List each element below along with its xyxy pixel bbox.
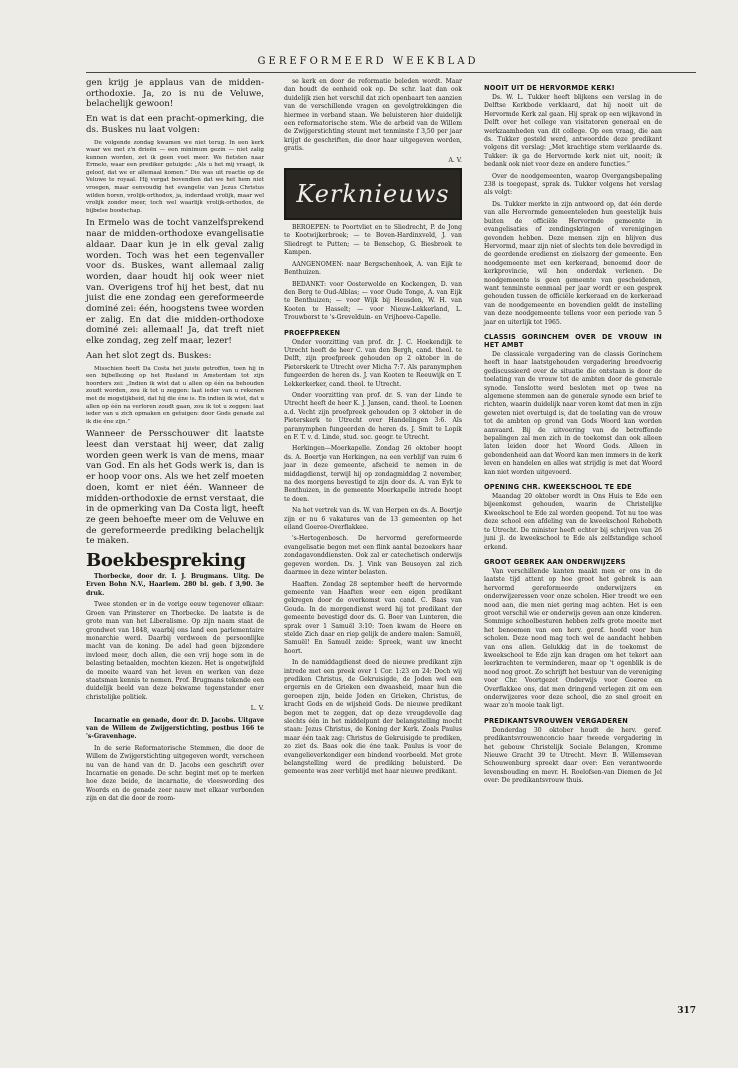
signature: L. V. [250, 705, 264, 713]
big-text-block [86, 429, 264, 547]
paragraph: In Ermelo was de tocht vanzelfsprekend naar de midden-orthodoxe evangelisatie aldaar. Daar kun je in elk geval zalig worden. Toch was het een tegenvaller voor ds. Buskes, want allemaal zalig worden, daar houdt hij ook weer niet van. Overigens trof hij het best, dat nu juist die ene zondag een gereformeerde dominé zei: één, hoogstens twee worden er zalig. En dat die midden-orthodoxe dominé zei: allemaal! Ja, dat treft niet elke zondag, zeg zelf maar, lezer! [86, 218, 264, 347]
paragraph: BEDANKT: voor Oosterwolde en Kockengen, D. van den Berg te Oud-Alblas; — voor Oude Tonge, A. van Eijk te Benthuizen; — voor Wijk bij Heusden, W. H. van Kooten te Hasselt; — voor Nieuw-Lekkerland, L. Trouwborst te 's-Grevelduin- en Vrijhoeve-Capelle. [284, 280, 462, 322]
paragraph: Over de noodgemeenten, waarop Overgangsbepaling 238 is toegepast, sprak ds. Tukker volgens het verslag als volgt: [484, 172, 662, 197]
paragraph: se kerk en door de reformatie beleden wordt. Maar dan houdt de eenheid ook op. De schr. laat dan ook duidelijk zien het verschil dat zich openbaart ten aanzien van de verschillende vragen en gevolgtrekkingen die hiermee in verband staan. We beluisteren hier duidelijk een reformatorische stem. Wie de arbeid van de Willem de Zwijgerstichting steunt met tenminste f 3,50 per jaar krijgt de geschriften, die door haar uitgegeven worden, gratis. [284, 78, 462, 153]
paragraph: Ds. Tukker merkte in zijn antwoord op, dat één derde van alle Hervormde gemeenteleden hun geestelijk huis buiten de officiële Hervormde gemeente in evangelisaties of zendingskringen of verenigingen gevonden hebben. Deze mensen zijn en blijven dus Hervormd, maar zijn niet of slechts ten dele bevredigd in de geordende eredienst en zielszorg der gemeente. Een noodgemeente met een kerkeraad, benoemd door de kerkprovincie, wil hen onderdak verlenen. De noodgemeente is geen gemeente van gescheidenen, want tenminste eenmaal per jaar wordt er een gesprek gehouden tussen de officiële kerkeraad en de kerkeraad van de noodgemeente en bovendien geldt de instelling van deze noodgemeente tellens voor een periode van 5 jaar en uiterlijk tot 1965. [484, 200, 662, 326]
paragraph: 's-Hertogenbosch. De hervormd gereformeerde evangelisatie begon met een flink aantal bezoekers haar zondagavonddiensten. Ook zal er catechetisch onderwijs gegeven worden. Ds. J. Vink van Beusoyen zal zich daarmee in deze winter belasten. [284, 535, 462, 577]
kerknieuws-banner: Kerknieuws [284, 168, 462, 220]
column-2 [284, 78, 462, 780]
paragraph: Donderdag 30 oktober houdt de herv. geref. predikantsvrouwenconcio haar tweede vergadering in het gebouw Christelijk Sociale Belangen, Kromme Nieuwe Gracht 39 te Utrecht. Mevr. B. Willemsevan Schouwenburg spreekt daar over: Een verantwoorde levensbouding en mevr. H. Roelofsen-van Diemen de Jel over: De predikantsvrouw thuis. [484, 726, 662, 785]
book-title: Thorbecke, door dr. I. J. Brugmans. Uitg. De Erven Bohn N.V., Haarlem. 280 bl. geb. f 3,90. 3e druk. [86, 573, 264, 597]
section-heading: PROEFPREKEN [284, 328, 341, 337]
page-number: 317 [677, 1006, 696, 1016]
paragraph: Maandag 20 oktober wordt in Ons Huis te Ede een bijeenkomst gehouden, waarin de Christelijke Kweekschool te Ede zal worden geopend. Tot nu toe was deze school een afdeling van de kweekschool Rehoboth te Utrecht. De minister heeft echter bij schrijven van 26 juni jl. de kweekschool te Ede als zelfstandige school erkend. [484, 493, 662, 551]
column-1 [86, 78, 264, 807]
paragraph: BEROEPEN: te Poortvliet en te Sliedrecht, P. de Jong te Kootwijkerbroek; — te Boven-Hardinxveld, J. van Sliedregt te Putten; — te Benschop, G. Biesbroek te Kampen. [284, 224, 462, 257]
book-title: Incarnatie en genade, door dr. D. Jacobs. Uitgave van de Willem de Zwijgerstichting, postbus 166 te 's-Gravenhage. [86, 716, 264, 741]
header-rule [86, 72, 696, 73]
section-heading-boekbespreking: Boekbespreking [86, 550, 246, 572]
paragraph: In de serie Reformatorische Stemmen, die door de Willem de Zwijgerstichting uitgegeven wordt, verscheen nu van de hand van dr. D. Jacobs een geschrift over Incarnatie en genade. De schr. begint met op te merken hoe deze beide, de incarnatie, de vleeswording des Woords en de genade zeer nauw met elkaar verbonden zijn en dat die door de room- [86, 744, 264, 803]
paragraph: AANGENOMEN: naar Bergschenhoek, A. van Eijk te Benthuizen. [284, 260, 462, 277]
signature: A. V. [448, 156, 462, 164]
paragraph: Onder voorzitting van prof. dr. S. van der Linde te Utrecht heeft de heer K. J. Jansen, cand. theol. te Loenen a.d. Vecht zijn proefpreek gehouden op 3 oktober in de Pieterskerk te Utrecht over Handelingen 3:6. Als paranymphen fungeerden de heren ds. J. Smit te Lopik en F. T. v. d. Linde, stud. soc. geogr. te Utrecht. [284, 391, 462, 441]
paragraph: De classicale vergadering van de classis Gorinchem heeft in haar laatstgehouden vergadering breedvoerig gediscussieerd over de situatie die ontstaan is door de toelating van de vrouw tot de ambten door de generale synode. Tenslotte werd besloten met op twee na algemene stemmen aan de generale synode een brief te richten, waarin duidelijk naar voren komt dat men in zijn geweten niet overtuigd is, dat de toelating van de vrouw tot de ambten op grond van Gods Woord kan worden aanvaard. Bij de uitvoering van de betreffende bepalingen zal men zich in de toekomst dan ook alleen laten leiden door het Woord Gods. Alleen in gebondenheid aan dat Woord kan men immers in de kerk leven en handelen en alles wat strijdig is met dat Woord kan niet worden uitgevoerd. [484, 350, 662, 476]
column-3 [484, 78, 662, 789]
section-heading: CLASSIS GORINCHEM OVER DE VROUW IN HET AMBT [484, 332, 662, 349]
paragraph: Twee stonden er in de vorige eeuw tegenover elkaar: Groen van Prinsterer en Thorbecke. De laatste is de grote man van het Liberalisme. Op zijn naam staat de grondwet van 1848, waarbij ons land een parlementaire monarchie werd. Daarbij verdween de persoonlijke macht van de koning. De adel had geen bijzondere invloed meer, doch allen, die een vrij hoge som in de belasting betaalden, mochten kiezen. Het is ongetwijfeld de moeite waard van het leven en werken van deze staatsman kennis te nemen. Prof. Brugmans tekende een duidelijk beeld van deze bekwame tegenstander ener christelijke politiek. [86, 601, 264, 701]
running-header: GEREFORMEERD WEEKBLAD [257, 56, 479, 67]
paragraph: Van verschillende kanten maakt men er ons in de laatste tijd attent op hoe groot het gebrek is aan hervormd gereformeerde onderwijzers en onderwijzeressen voor onze scholen. Hier treedt we een nood aan, die men niet gering mag achten. Het is een groot verschil wie er onderwijs geven aan onze kinderen. Sommige schoolbesturen hebben zelfs grote moeite met het benoemen van een herv. geref. hoofd voor hun scholen. Deze nood mag toch wel de aandacht hebben van ons allen. Gelukkig dat in de toekomst de kweekschool te Ede zijn kan dragen om het tekort aan leerkrachten te verminderen, maar op 't ogenblik is de nood nog groot. Zo schrijft het bestuur van de vereniging voor Chr. Voortgezet Onderwijs voor Goeree en Overflakkee ons, dat men dringend verlegen zit om een onderwijzeres voor deze school, die zo snel groeit en waar zo'n mooie taak ligt. [484, 567, 662, 710]
quote: Misschien heeft Da Costa het juiste getroffen, toen hij in een bijbellezing op het Rusland in Amsterdam tot zijn hoorders zei: „Indien ik wist dat u allen op één na behouden zoudt worden, zou ik tot u zeggen: laat ieder van u rekenen met de mogelijkheid, dat hij die éne is. En indien ik wist, dat u allen op één na verloren zoudt gaan, zou ik tot u zeggen: laat ieder van u zich opmaken en getuigen: door Gods genade zal ik die éne zijn.” [86, 365, 264, 425]
paragraph: Aan het slot zegt ds. Buskes: [86, 350, 212, 361]
section-heading: OPENING CHR. KWEEKSCHOOL TE EDE [484, 483, 632, 492]
paragraph: gen krijg je applaus van de midden-orthodoxie. Ja, zo is nu de Veluwe, belachelijk gewoon! [86, 78, 264, 110]
quote: De volgende zondag kwamen we niet terug. In een kerk waar we met z'n drieën — een minimum gezin — niet zalig kunnen worden, zet ik geen voet meer. We fietsten naar Ermelo, waar een prediker getuigde: „Als u het mij vraagt, ik geloof, dat we er allemaal komen.” Die was uit reactie op de Veluwe te royaal. Hij vergat bovendien dat we het hem niet vroegen, maar eenvoudig het evangelie van Jezus Christus wilden horen, vrolijk-orthodox, ja, inderdaad vrolijk, maar wel vrolijk zonder meer, toch wel waarlijk vrolijk-orthodox, de bijbelse boodschap. [86, 139, 264, 214]
paragraph: Onder voorzitting van prof. dr. J. C. Hoekendijk te Utrecht heeft de heer C. van den Bergh, cand. theol. te Delft, zijn proefpreek gehouden op 2 oktober in de Pieterskerk te Utrecht over Micha 7:7. Als paranymphen fungeerden de heren ds. J. van Kooten te Reeuwijk en T. Lekkerkerker, cand. theol. te Utrecht. [284, 338, 462, 388]
paragraph: En wat is dat een pracht-opmerking, die ds. Buskes nu laat volgen: [86, 114, 264, 135]
paragraph: Ds. W. L. Tukker heeft blijkens een verslag in de Delftse Kerkbode verklaard, dat hij nooit uit de Hervormde Kerk zal gaan. Hij sprak op een wijkavond in Delft over het college van visitatoren generaal en de werkzaamheden van dit college. Op een vraag, die aan ds. Tukker gesteld werd, antwoordde deze predikant volgens dit verslag: „Met krachtige stem verklaarde ds. Tukker: ik ga de Hervormde kerk niet uit, nooit; ik bedank ook niet voor deze en andere functies.” [484, 94, 662, 169]
section-heading: PREDIKANTSVROUWEN VERGADEREN [484, 716, 628, 725]
section-heading: GROOT GEBREK AAN ONDERWIJZERS [484, 557, 626, 566]
big-text-block [86, 218, 264, 361]
paragraph: Na het vertrek van ds. W. van Herpen en ds. A. Boertje zijn er nu 6 vakatures van de 13 gemeenten op het eiland Goeree-Overflakkee. [284, 507, 462, 532]
paragraph: Herkingen—Moerkapelle. Zondag 26 oktober hoopt ds. A. Boertje van Herkingen, na een verblijf van ruim 6 jaar in deze gemeente, afscheid te nemen in de middagdienst, terwijl hij op zondagmiddag 2 november, na des morgens bevestigd te zijn door ds. A. van Eyk te Benthuizen, in de gemeente Moerkapelle intrede hoopt te doen. [284, 445, 462, 503]
big-text-block [86, 78, 264, 136]
paragraph: In de namiddagdienst deed de nieuwe predikant zijn intrede met een preek over 1 Cor. 1:23 en 24: Doch wij prediken Christus, de Gekruisigde, de Joden wel een ergernis en de Grieken een dwaasheid, maar hun die geroepen zijn, beide Joden en Grieken, Christus, de kracht Gods en de wijsheid Gods. De nieuwe predikant begon met te zeggen, dat op deze vreugdevolle dag slechts één in het middelpunt der belangstelling mocht staan: Jezus Christus, de Koning der Kerk. Zoals Paulus maar één taak zag: Christus de Gekruisigde te prediken, zo ziet ds. Baas ook die éne taak. Paulus is voor de evangelieverkondiger een bindend voorbeeld. Met grote belangstelling werd de prediking beluisterd. De gemeente was zeer verblijd met haar nieuwe predikant. [284, 659, 462, 776]
paragraph: Wanneer de Persschouwer dit laatste leest dan verstaat hij weer, dat zalig worden geen werk is van de mens, maar van God. En als het Gods werk is, dan is er hoop voor ons. Als we het zelf moeten doen, komt er niet één. Wanneer de midden-orthodoxie de ernst verstaat, die in de opmerking van Da Costa ligt, heeft ze geen behoefte meer om de Veluwe en de gereformeerde prediking belachelijk te maken. [86, 429, 265, 547]
section-heading: NOOIT UIT DE HERVORMDE KERK! [484, 84, 615, 92]
paragraph: Haaften. Zondag 28 september heeft de hervormde gemeente van Haaften weer een eigen predikant gekregen door de overkomst van cand. C. Baas van Gouda. In de morgendienst werd hij tot predikant der gemeente bevestigd door ds. G. Boer van Lunteren, die sprak over 1 Samuël 3:10: Toen kwam de Heere en stelde Zich daar en riep gelijk de andere malen: Samuël, Samuël! En Samuël zeide: Spreek, want uw knecht hoort. [284, 580, 462, 655]
